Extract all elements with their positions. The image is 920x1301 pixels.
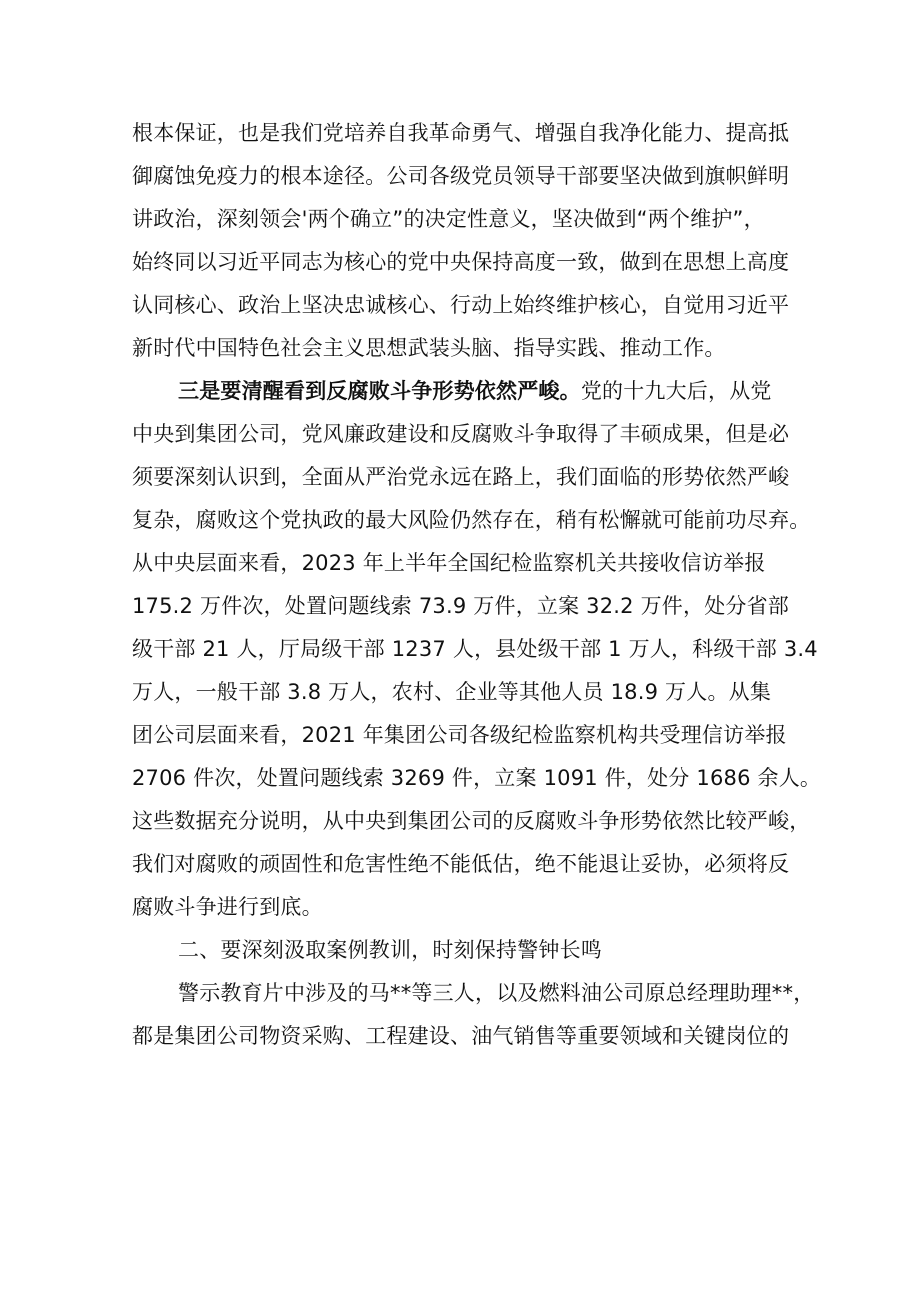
text-line-16: 2706 件次，处置问题线索 3269 件，立案 1091 件，处分 1686 余人。 <box>132 766 822 790</box>
text-line-18: 我们对腐败的顽固性和危害性绝不能低估，绝不能退让妥协，必须将反 <box>132 852 790 876</box>
text-line-5: 认同核心、政治上坚决忠诚核心、行动上始终维护核心，自觉用习近平 <box>132 293 790 317</box>
text-line-10: 复杂，腐败这个党执政的最大风险仍然存在，稍有松懈就可能前功尽弃。 <box>132 508 811 532</box>
paragraph-3-text: 党的十九大后，从党 <box>580 379 772 403</box>
text-line-21: 警示教育片中涉及的马**等三人，以及燃料油公司原总经理助理**， <box>178 981 815 1005</box>
text-line-2: 御腐蚀免疫力的根本途径。公司各级党员领导干部要坚决做到旗帜鲜明 <box>132 164 790 188</box>
section-heading-2: 二、要深刻汲取案例教训，时刻保持警钟长鸣 <box>178 938 602 962</box>
text-line-17: 这些数据充分说明，从中央到集团公司的反腐败斗争形势依然比较严峻， <box>132 809 811 833</box>
text-line-13: 级干部 21 人，厅局级干部 1237 人，县处级干部 1 万人，科级干部 3.4 <box>132 637 818 661</box>
text-line-11: 从中央层面来看，2023 年上半年全国纪检监察机关共接收信访举报 <box>132 551 766 575</box>
text-line-22: 都是集团公司物资采购、工程建设、油气销售等重要领域和关键岗位的 <box>132 1024 790 1048</box>
text-line-3: 讲政治，深刻领会'两个确立”的决定性意义，坚决做到“两个维护”， <box>132 207 765 231</box>
text-line-6: 新时代中国特色社会主义思想武装头脑、指导实践、推动工作。 <box>132 336 726 360</box>
text-line-19: 腐败斗争进行到底。 <box>132 895 323 919</box>
text-line-4: 始终同以习近平同志为核心的党中央保持高度一致，做到在思想上高度 <box>132 250 790 274</box>
text-line-9: 须要深刻认识到，全面从严治党永远在路上，我们面临的形势依然严峻 <box>132 465 790 489</box>
paragraph-3-heading: 三是要清醒看到反腐败斗争形势依然严峻。 <box>178 379 581 403</box>
text-line-14: 万人，一般干部 3.8 万人，农村、企业等其他人员 18.9 万人。从集 <box>132 680 772 704</box>
text-line-12: 175.2 万件次，处置问题线索 73.9 万件，立案 32.2 万件，处分省部 <box>132 594 790 618</box>
text-line-1: 根本保证，也是我们党培养自我革命勇气、增强自我净化能力、提高抵 <box>132 121 790 145</box>
text-line-15: 团公司层面来看，2021 年集团公司各级纪检监察机构共受理信访举报 <box>132 723 787 747</box>
text-line-8: 中央到集团公司，党风廉政建设和反腐败斗争取得了丰硕成果，但是必 <box>132 422 790 446</box>
paragraph-3-first-line <box>178 377 848 405</box>
